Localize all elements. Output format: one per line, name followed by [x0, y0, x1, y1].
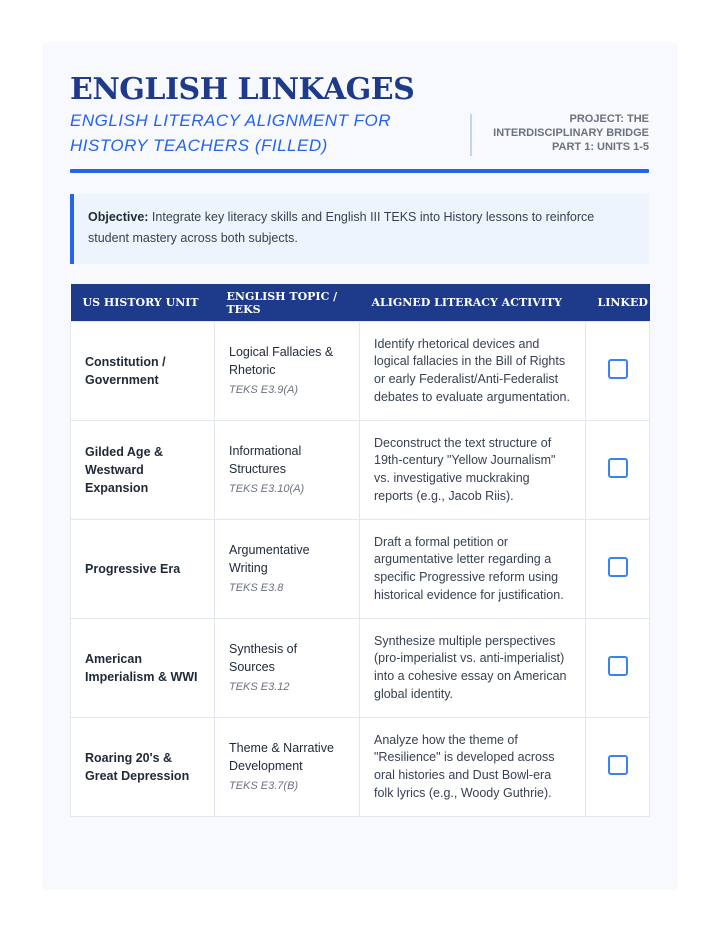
activity-cell: Identify rhetorical devices and logical fallacies in the Bill of Rights or early Federalist/Anti-Federalist debates to evaluate argumentation. — [360, 322, 586, 421]
page-subtitle: ENGLISH LITERACY ALIGNMENT FOR HISTORY TEACHERS (FILLED) — [70, 111, 392, 155]
activity-cell: Analyze how the theme of "Resilience" is developed across oral histories and Dust Bowl-era folk lyrics (e.g., Woody Guthrie). — [360, 718, 586, 817]
linked-cell — [586, 619, 650, 718]
topic-cell — [215, 520, 360, 619]
linked-checkbox[interactable] — [608, 557, 628, 577]
project-line: INTERDISCIPLINARY BRIDGE — [493, 127, 649, 139]
linked-cell — [586, 421, 650, 520]
table-row — [71, 718, 650, 817]
table-header-row — [71, 284, 650, 322]
unit-cell: Roaring 20's & Great Depression — [71, 718, 215, 817]
project-line: PROJECT: THE — [569, 113, 649, 125]
objective-box — [70, 194, 649, 264]
project-line: PART 1: UNITS 1-5 — [552, 141, 649, 153]
topic-text: Synthesis of Sources — [229, 642, 298, 674]
header-unit: US HISTORY UNIT — [71, 284, 215, 322]
header-divider — [470, 114, 472, 156]
activity-cell: Synthesize multiple perspectives (pro-imperialist vs. anti-imperialist) into a cohesive essay on American global identity. — [360, 619, 586, 718]
header-topic: ENGLISH TOPIC / TEKS — [215, 284, 360, 322]
document-page — [42, 42, 678, 890]
topic-text: Logical Fallacies & Rhetoric — [229, 345, 334, 377]
linked-checkbox[interactable] — [608, 755, 628, 775]
header-rule — [70, 169, 649, 173]
activity-cell: Draft a formal petition or argumentative letter regarding a specific Progressive reform using historical evidence for justification. — [360, 520, 586, 619]
unit-cell: Gilded Age & Westward Expansion — [71, 421, 215, 520]
linked-cell — [586, 718, 650, 817]
topic-text: Theme & Narrative Development — [229, 741, 334, 773]
teks-code: TEKS E3.12 — [229, 681, 290, 693]
topic-cell — [215, 718, 360, 817]
table-row — [71, 322, 650, 421]
table-row — [71, 520, 650, 619]
linked-cell — [586, 322, 650, 421]
unit-cell: Constitution / Government — [71, 322, 215, 421]
teks-code: TEKS E3.7(B) — [229, 780, 299, 792]
table-row — [71, 421, 650, 520]
teks-code: TEKS E3.8 — [229, 582, 284, 594]
topic-cell — [215, 421, 360, 520]
header-activity: ALIGNED LITERACY ACTIVITY — [360, 284, 586, 322]
teks-code: TEKS E3.10(A) — [229, 483, 305, 495]
linked-checkbox[interactable] — [608, 359, 628, 379]
unit-cell: Progressive Era — [71, 520, 215, 619]
unit-cell: American Imperialism & WWI — [71, 619, 215, 718]
page-title: ENGLISH LINKAGES — [70, 72, 415, 107]
teks-code: TEKS E3.9(A) — [229, 384, 299, 396]
table-row — [71, 619, 650, 718]
header-linked: LINKED — [586, 284, 650, 322]
alignment-table — [70, 284, 650, 817]
project-info — [479, 112, 649, 154]
objective-label: Objective: — [88, 210, 149, 224]
linked-checkbox[interactable] — [608, 656, 628, 676]
linked-cell — [586, 520, 650, 619]
topic-text: Informational Structures — [229, 444, 302, 476]
topic-cell — [215, 322, 360, 421]
linked-checkbox[interactable] — [608, 458, 628, 478]
activity-cell: Deconstruct the text structure of 19th-century "Yellow Journalism" vs. investigative muckraking reports (e.g., Jacob Riis). — [360, 421, 586, 520]
topic-text: Argumentative Writing — [229, 543, 310, 575]
topic-cell — [215, 619, 360, 718]
header — [70, 72, 649, 172]
objective-text: Integrate key literacy skills and English III TEKS into History lessons to reinforce student mastery across both subjects. — [88, 210, 595, 245]
